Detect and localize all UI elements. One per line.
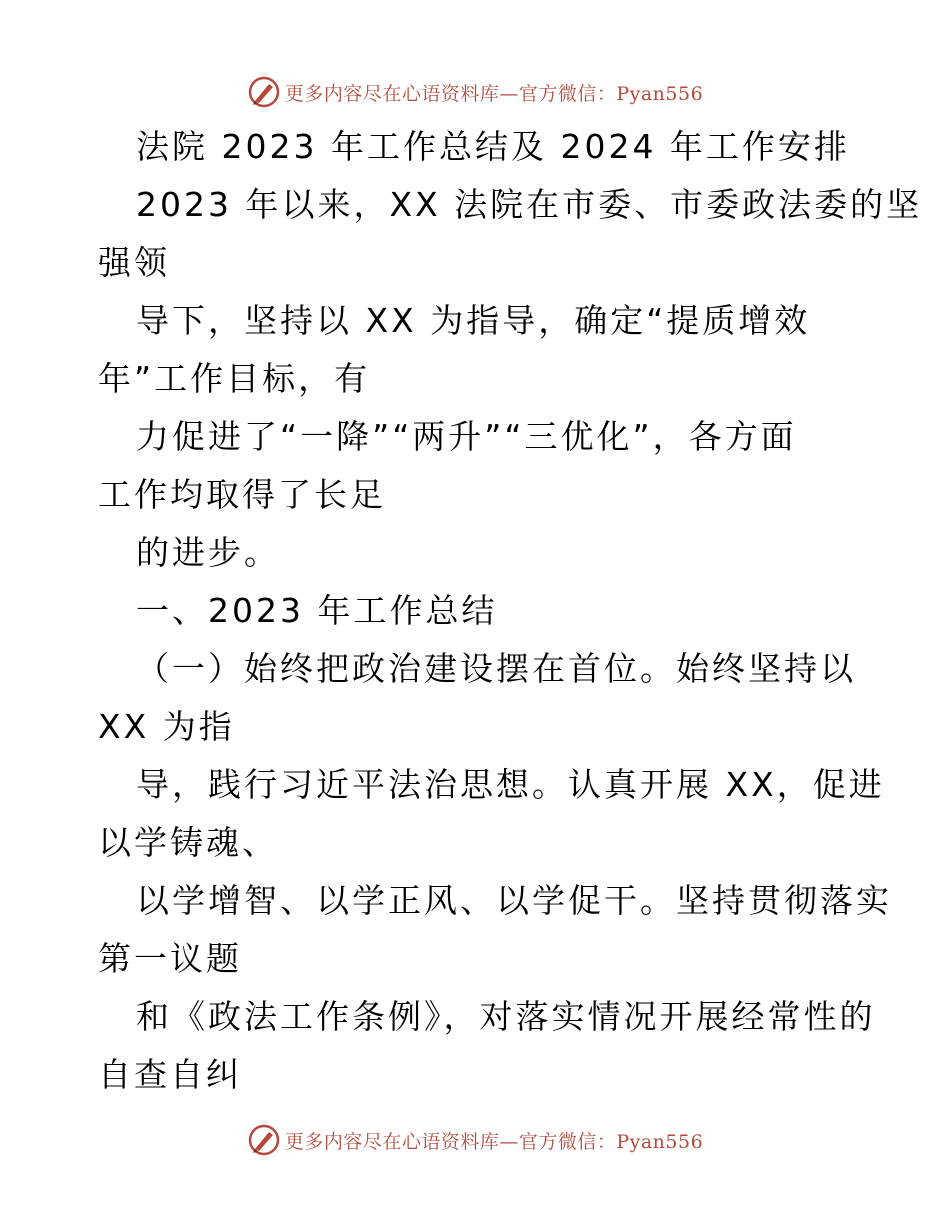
- document-line: 以学增智、以学正风、以学促干。坚持贯彻落实: [136, 881, 892, 920]
- document-line: 一、2023 年工作总结: [136, 591, 498, 630]
- document-line: 2023 年以来，XX 法院在市委、市委政法委的坚: [136, 185, 923, 224]
- document-body: [98, 118, 923, 1104]
- document-line: 以学铸魂、: [98, 823, 278, 862]
- document-line: 导，践行习近平法治思想。认真开展 XX，促进: [136, 765, 885, 804]
- document-line: 力促进了“一降”“两升”“三优化”，各方面: [136, 417, 797, 456]
- document-line: （一）始终把政治建设摆在首位。始终坚持以: [136, 649, 856, 688]
- watermark-text: 更多内容尽在心语资料库—官方微信：Pyan556: [284, 82, 704, 105]
- document-line: XX 为指: [98, 707, 235, 746]
- pen-logo-icon: [247, 1123, 281, 1157]
- document-line: 的进步。: [136, 533, 280, 572]
- pen-logo-icon: [247, 75, 281, 109]
- document-line: 法院 2023 年工作总结及 2024 年工作安排: [136, 127, 850, 166]
- watermark-text: 更多内容尽在心语资料库—官方微信：Pyan556: [284, 1130, 704, 1153]
- document-line: 自查自纠: [98, 1055, 242, 1094]
- document-line: 第一议题: [98, 939, 242, 978]
- document-line: 工作均取得了长足: [98, 475, 386, 514]
- document-line: 导下，坚持以 XX 为指导，确定“提质增效: [136, 301, 811, 340]
- document-line: 年”工作目标，有: [98, 359, 371, 398]
- watermark-header: [0, 72, 950, 112]
- watermark-footer: [0, 1120, 950, 1160]
- document-line: 和《政法工作条例》，对落实情况开展经常性的: [136, 997, 876, 1036]
- document-line: 强领: [98, 243, 170, 282]
